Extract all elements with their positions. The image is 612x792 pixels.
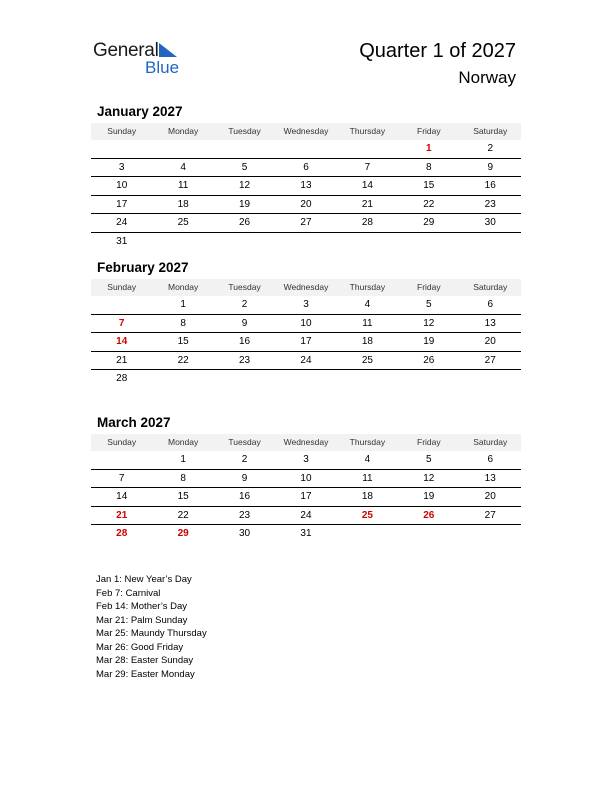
date-cell: 23 [484,198,496,210]
date-cell: 2 [487,143,494,154]
month-block-march [91,414,521,543]
date-cell: 5 [426,299,432,310]
holiday-date-cell: 25 [361,509,373,521]
week-row [91,196,521,215]
holiday-item: Mar 28: Easter Sunday [96,655,194,666]
date-cell: 7 [364,161,371,173]
week-row [91,296,521,315]
date-cell: 29 [423,217,435,228]
date-cell [275,233,336,251]
weekday-label: Tuesday [228,282,261,292]
date-cell: 19 [423,336,435,347]
date-cell: 20 [484,491,496,502]
date-cell: 9 [241,317,248,329]
date-cell [152,233,213,251]
date-cell: 13 [300,180,312,191]
weekday-label: Wednesday [283,437,329,447]
date-cell [398,233,459,251]
date-cell [214,370,275,388]
weekday-label: Thursday [349,437,386,447]
date-cell [214,233,275,251]
holiday-list [96,573,207,681]
week-row [91,507,521,526]
date-cell [275,140,336,158]
week-row [91,352,521,371]
date-cell: 10 [116,180,128,191]
date-cell: 15 [177,491,189,502]
date-cell: 27 [300,217,312,228]
date-cell [337,370,398,388]
weekday-label: Monday [168,437,199,447]
date-cell: 6 [487,454,494,465]
date-cell: 7 [118,472,125,484]
date-cell: 13 [484,317,496,329]
date-cell: 16 [238,336,251,347]
date-cell: 16 [484,180,496,191]
weekday-label: Saturday [473,126,508,136]
date-cell: 24 [300,509,312,521]
weekday-label: Sunday [107,126,137,136]
date-cell: 12 [423,472,435,484]
date-cell: 4 [180,161,186,173]
holiday-date-cell: 1 [426,143,432,154]
holiday-item: Mar 29: Easter Monday [96,668,195,680]
date-cell: 17 [116,198,128,210]
date-cell: 10 [300,472,312,484]
date-cell: 20 [300,198,312,210]
weekday-label: Wednesday [283,282,329,292]
generalblue-logo [93,40,193,80]
month-title: March 2027 [97,415,171,430]
date-cell: 11 [362,472,373,484]
date-cell: 21 [361,198,373,210]
month-title: January 2027 [97,104,183,119]
weekday-label: Friday [417,437,441,447]
date-cell: 12 [238,180,251,191]
date-cell: 3 [303,299,309,310]
date-cell: 28 [116,373,128,384]
date-cell [398,370,459,388]
weekday-label: Saturday [473,437,508,447]
date-cell: 2 [241,454,248,465]
date-cell: 26 [423,354,435,366]
date-cell: 8 [180,317,186,329]
date-cell: 6 [303,161,309,173]
holiday-item: Jan 1: New Year’s Day [96,574,192,585]
date-cell: 3 [303,454,309,465]
weekday-label: Tuesday [228,126,261,136]
week-row [91,525,521,543]
date-cell: 22 [177,509,189,521]
date-cell: 8 [426,161,432,173]
week-row [91,488,521,507]
weekday-header-row [91,279,521,296]
date-cell: 15 [177,336,189,347]
week-row [91,159,521,178]
date-cell [337,140,398,158]
date-cell: 27 [484,509,496,521]
weekday-label: Thursday [349,282,386,292]
date-cell [460,233,521,251]
page-title: Quarter 1 of 2027 [359,40,516,62]
date-cell: 6 [487,299,494,310]
holiday-item: Mar 26: Good Friday [96,641,184,653]
date-cell: 30 [238,528,251,539]
date-cell: 3 [118,161,125,173]
country-name: Norway [458,68,516,87]
date-cell: 25 [177,217,189,228]
date-cell: 28 [361,217,373,228]
date-cell: 20 [484,336,496,347]
date-cell: 17 [300,491,312,502]
date-cell [91,296,152,314]
date-cell [152,370,213,388]
date-cell [398,525,459,543]
date-cell: 13 [484,472,496,484]
holiday-date-cell: 28 [116,528,128,539]
date-cell [275,370,336,388]
logo-word-blue: Blue [145,58,180,77]
holiday-date-cell: 26 [423,509,435,521]
date-cell [214,140,275,158]
date-cell: 4 [364,454,371,465]
weekday-label: Tuesday [228,437,261,447]
holiday-item: Feb 14: Mother’s Day [96,601,187,612]
date-cell: 15 [423,180,435,191]
date-cell: 9 [487,161,494,173]
weekday-label: Thursday [349,126,386,136]
date-cell: 1 [180,299,186,310]
week-row [91,333,521,352]
date-cell: 2 [241,299,248,310]
date-cell: 31 [116,235,128,247]
date-cell: 16 [238,491,251,502]
date-cell [337,233,398,251]
week-row [91,370,521,388]
holiday-item: Mar 25: Maundy Thursday [96,628,207,639]
date-cell: 11 [362,317,373,329]
weekday-header-row [91,434,521,451]
date-cell: 4 [364,299,371,310]
date-cell: 5 [426,454,432,465]
date-cell: 22 [423,198,435,210]
month-title: February 2027 [97,260,189,275]
date-cell: 30 [484,217,496,228]
date-cell: 12 [423,317,435,329]
month-block-february [91,259,521,388]
date-cell: 31 [300,528,312,539]
holiday-date-cell: 29 [177,528,189,539]
holiday-date-cell: 7 [118,317,125,329]
date-cell: 25 [361,354,373,366]
holiday-date-cell: 21 [116,509,128,521]
date-cell: 8 [180,472,186,484]
date-cell: 9 [241,472,248,484]
date-cell: 10 [300,317,312,329]
date-cell: 5 [241,161,248,173]
date-cell [91,140,152,158]
week-row [91,177,521,196]
date-cell: 26 [238,217,251,228]
holiday-item: Feb 7: Carnival [96,587,161,599]
date-cell [460,370,521,388]
weekday-label: Friday [417,282,441,292]
date-cell: 24 [116,217,128,228]
date-cell: 14 [361,180,373,191]
weekday-label: Monday [168,126,199,136]
week-row [91,140,521,159]
weekday-label: Saturday [473,282,508,292]
week-row [91,315,521,334]
date-cell [460,525,521,543]
holiday-item: Mar 21: Palm Sunday [96,614,188,626]
date-cell: 18 [361,336,373,347]
date-cell: 19 [238,198,251,210]
date-cell: 18 [361,491,373,502]
logo-word-general: General [93,40,159,61]
date-cell [91,451,152,469]
weekday-label: Sunday [107,282,137,292]
week-row [91,233,521,251]
date-cell: 23 [238,354,251,366]
date-cell [337,525,398,543]
date-cell: 17 [300,336,312,347]
weekday-label: Monday [168,282,199,292]
month-block-january [91,103,521,250]
week-row [91,214,521,233]
date-cell: 14 [116,491,128,502]
date-cell: 27 [484,354,496,366]
date-cell: 21 [116,354,128,366]
date-cell: 23 [238,509,251,521]
date-cell: 18 [177,198,189,210]
logo-triangle-icon [159,43,177,57]
week-row [91,451,521,470]
holiday-date-cell: 14 [116,336,128,347]
date-cell: 11 [177,180,189,191]
date-cell: 24 [300,354,312,366]
date-cell: 22 [177,354,189,366]
date-cell: 1 [180,454,186,465]
weekday-header-row [91,123,521,140]
week-row [91,470,521,489]
weekday-label: Sunday [107,437,137,447]
weekday-label: Wednesday [283,126,329,136]
weekday-label: Friday [417,126,441,136]
date-cell: 19 [423,491,435,502]
date-cell [152,140,213,158]
